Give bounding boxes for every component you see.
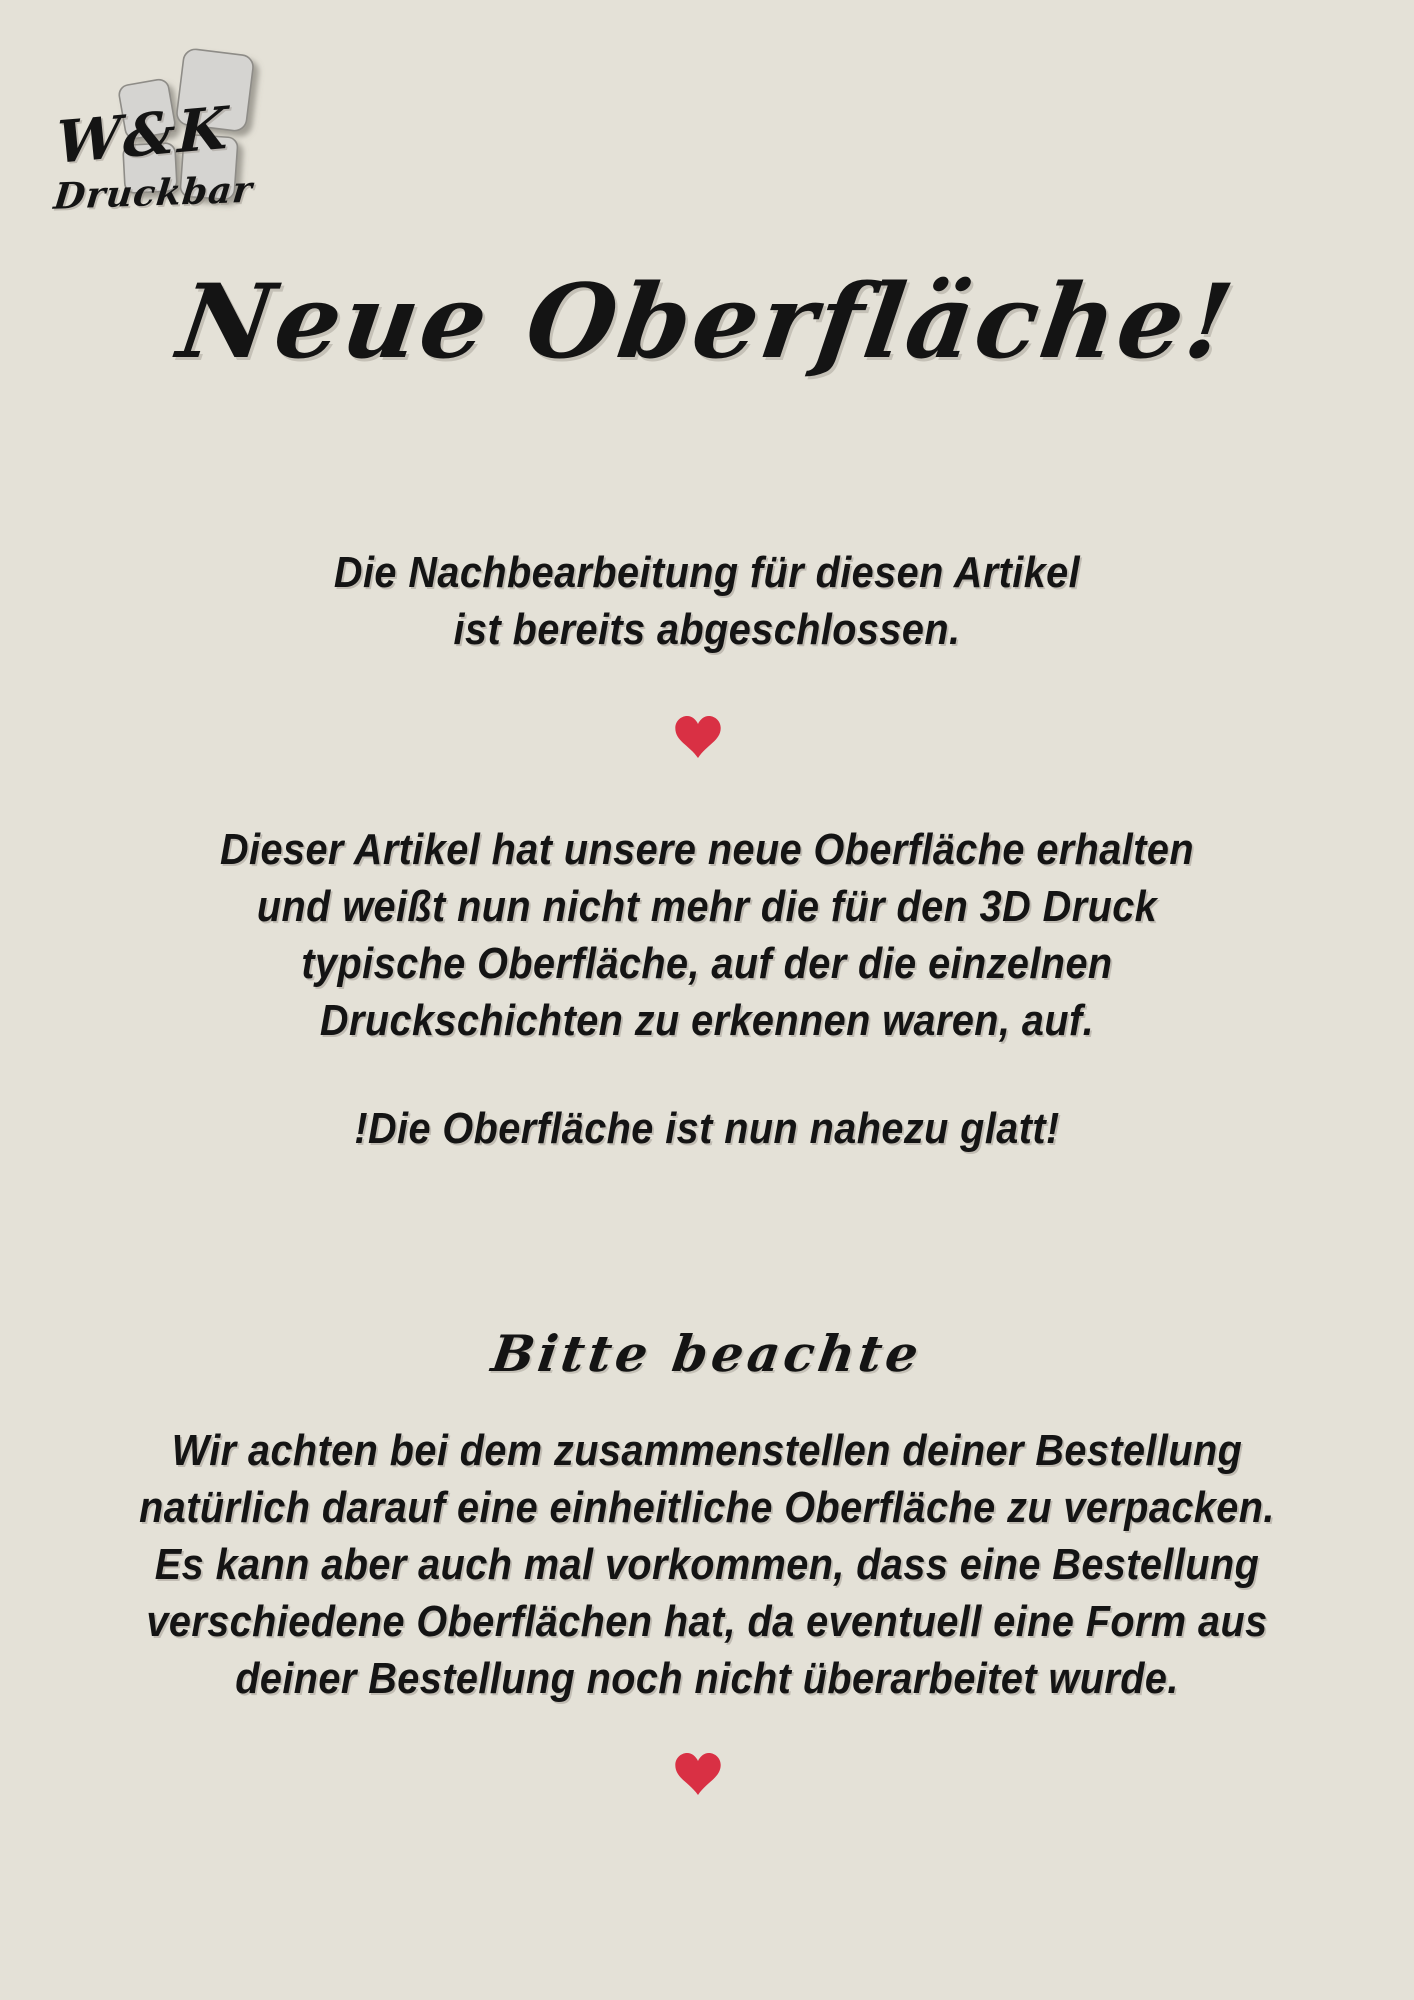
logo-company-name: Druckbar <box>51 168 255 218</box>
logo-monogram: W&K <box>55 93 231 177</box>
note-paragraph <box>71 1422 1344 1707</box>
note-line: Wir achten bei dem zusammenstellen deiner Bestellung <box>171 1426 1243 1475</box>
highlight-statement: !Die Oberfläche ist nun nahezu glatt! <box>354 1104 1060 1153</box>
note-line: deiner Bestellung noch nicht überarbeitet wurde. <box>235 1654 1179 1703</box>
note-line: verschiedene Oberflächen hat, da eventuell eine Form aus <box>146 1597 1268 1646</box>
main-line: typische Oberfläche, auf der die einzelnen <box>301 939 1113 988</box>
note-heading: Bitte beachte <box>488 1324 926 1383</box>
intro-line: ist bereits abgeschlossen. <box>453 605 961 654</box>
main-line: und weißt nun nicht mehr die für den 3D Druck <box>256 882 1158 931</box>
note-line: natürlich darauf eine einheitliche Oberfläche zu verpacken. <box>139 1483 1275 1532</box>
intro-paragraph <box>71 544 1344 658</box>
intro-line: Die Nachbearbeitung für diesen Artikel <box>333 548 1081 597</box>
page-title: Neue Oberfläche! <box>171 262 1243 382</box>
main-line: Dieser Artikel hat unsere neue Oberfläche erhalten <box>220 825 1194 874</box>
main-paragraph <box>71 821 1344 1049</box>
main-line: Druckschichten zu erkennen waren, auf. <box>319 996 1095 1045</box>
company-logo <box>52 38 267 223</box>
heart-icon <box>675 1753 721 1795</box>
note-line: Es kann aber auch mal vorkommen, dass eine Bestellung <box>154 1540 1260 1589</box>
heart-icon <box>675 716 721 758</box>
